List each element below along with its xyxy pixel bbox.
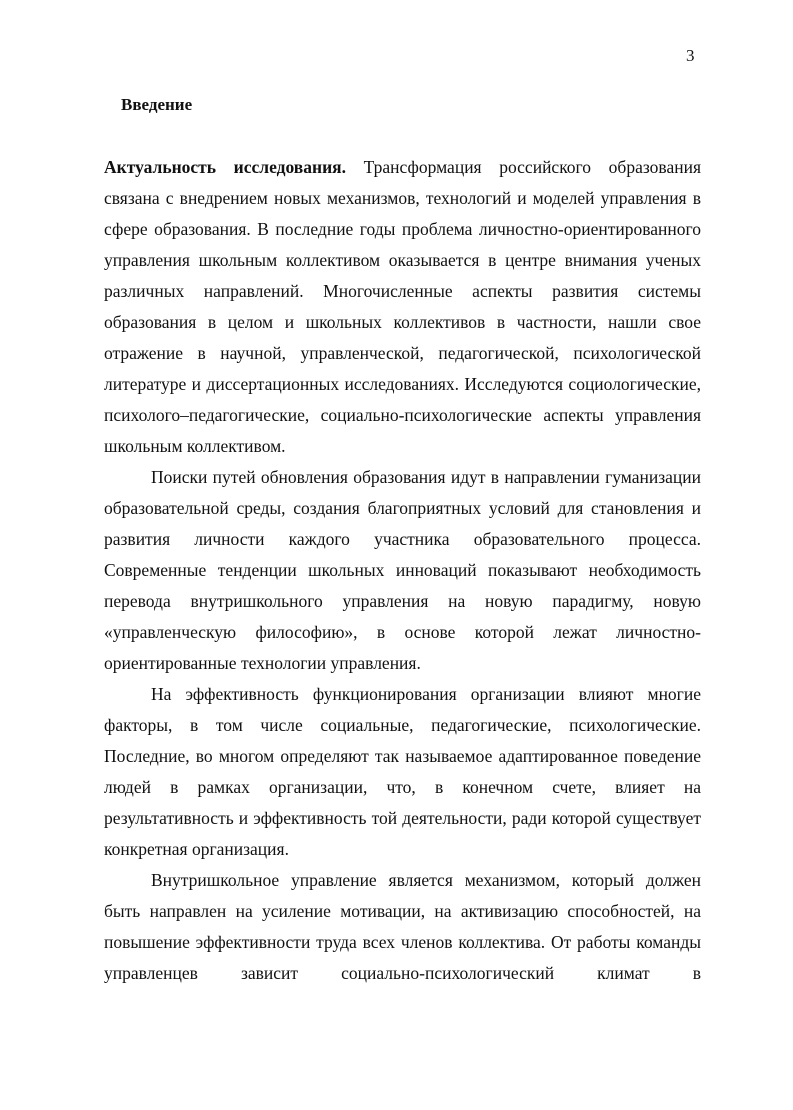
paragraph-management: Внутришкольное управление является механизмом, который должен быть направлен на усиление мотивации, на активизацию способностей, на повышение эффективности труда всех членов коллектива. От работы команды управленцев зависит социально-психологический климат в <box>104 870 701 983</box>
paragraph-lead: Актуальность исследования. <box>104 157 347 177</box>
paragraph-search: Поиски путей обновления образования идут в направлении гуманизации образовательной среды, создания благоприятных условий для становления и развития личности каждого участника образовательного процесса. Современные тенденции школьных инноваций показывают необходимость перевода внутришкольного управления на новую парадигму, новую «управленческую философию», в основе которой лежат личностно-ориентированные технологии управления. <box>104 467 701 673</box>
section-heading: Введение <box>121 95 193 114</box>
page-number: 3 <box>686 46 695 65</box>
body-text <box>104 152 701 989</box>
paragraph-text: Трансформация российского образования связана с внедрением новых механизмов, технологий и моделей управления в сфере образования. В последние годы проблема личностно-ориентированного управления школьным коллективом оказывается в центре внимания ученых различных направлений. Многочисленные аспекты развития системы образования в целом и школьных коллективов в частности, нашли свое отражение в научной, управленческой, педагогической, психологической литературе и диссертационных исследованиях. Исследуются социологические, психолого–педагогические, социально-психологические аспекты управления школьным коллективом. <box>104 157 701 456</box>
paragraph-efficiency: На эффективность функционирования организации влияют многие факторы, в том числе социальные, педагогические, психологические. Последние, во многом определяют так называемое адаптированное поведение людей в рамках организации, что, в конечном счете, влияет на результативность и эффективность той деятельности, ради которой существует конкретная организация. <box>104 684 701 859</box>
paragraph-relevance <box>104 152 701 462</box>
